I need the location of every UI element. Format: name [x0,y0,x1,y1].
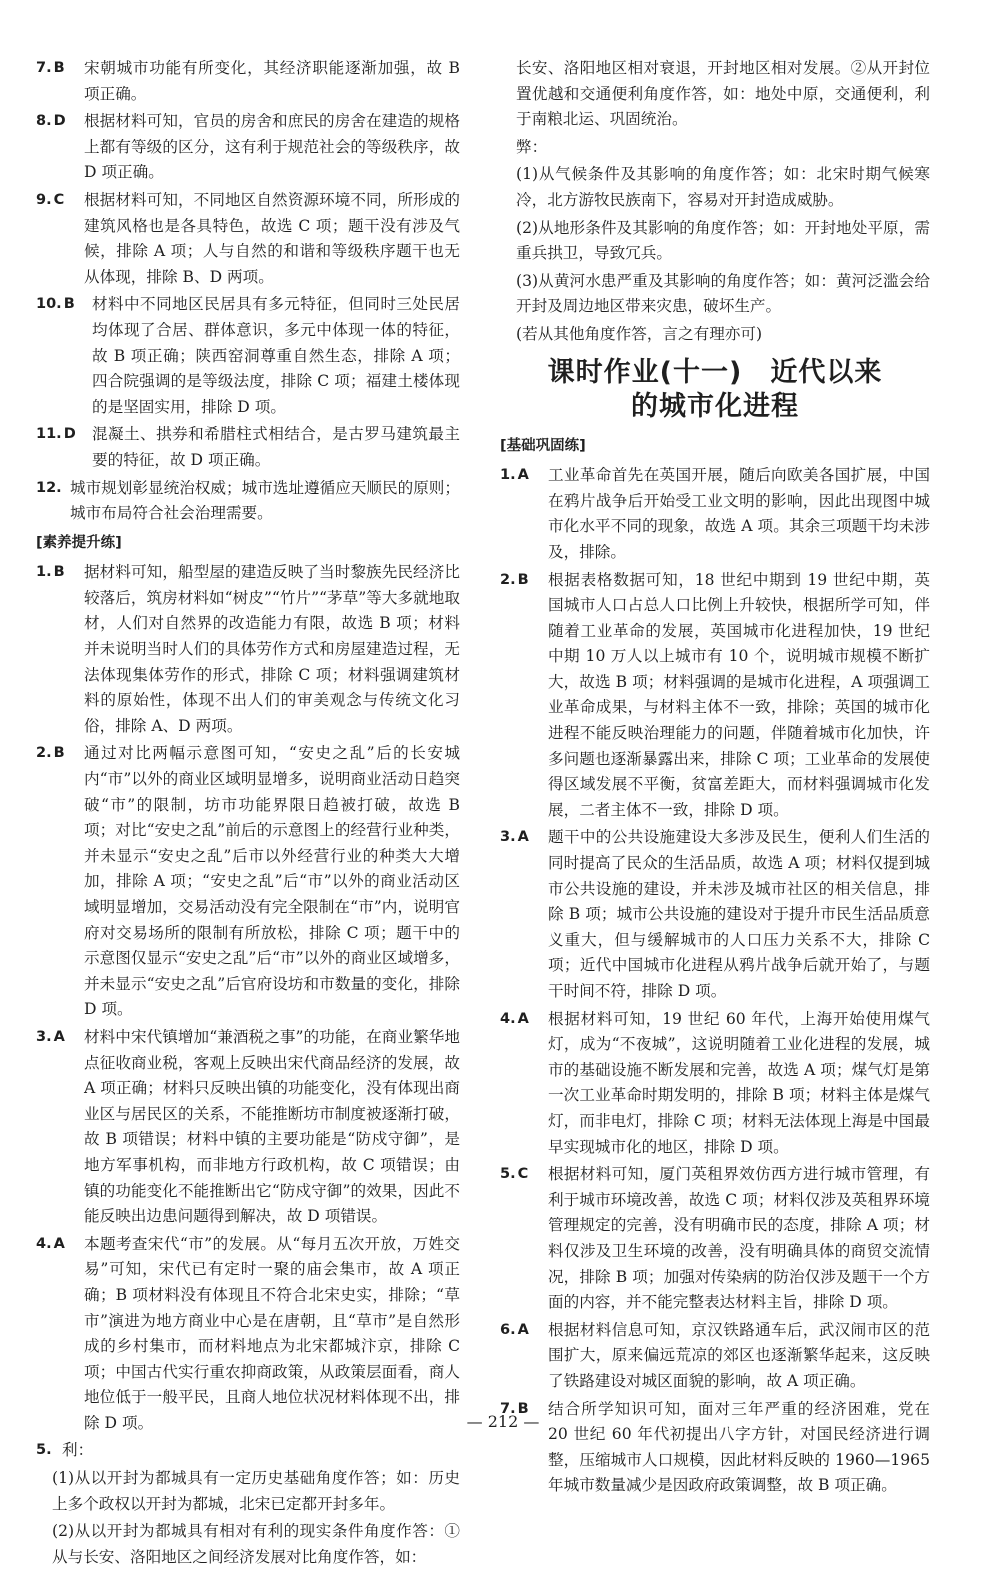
answer-item [36,560,460,739]
question-number: 7. [500,1400,516,1417]
answer-text: 通过对比两幅示意图可知，“安史之乱”后的长安城内“市”以外的商业区域明显增多，说明商业活动日趋突破“市”的限制，坊市功能界限日趋被打破，故选 B 项；对比“安史之乱”前后的示意图上的经营行业种类，并未显示“安史之乱”后市以外经营行业的种类大大增加，排除 A 项；“安史之乱”后“市”以外的商业活动区域明显增加，交易活动没有完全限制在“市”内，说明官府对交易场所的限制有所放松，排除 C 项；题干中的示意图仅显示“安史之乱”后“市”以外的商业区域增多，并未显示“安史之乱”后官府设坊和市数量的变化，排除 D 项。 [84,744,460,1019]
left-answer-list-a [36,56,460,527]
answer-letter: A [53,1235,65,1252]
answer-item [500,463,930,565]
answer-letter: A [517,829,529,846]
question-number: 1. [500,467,516,484]
answer-letter: B [63,296,75,313]
left-answer-list-b [36,560,460,1464]
answer-number [36,188,64,214]
question-number: 4. [36,1235,52,1252]
question-number: 3. [500,829,516,846]
answer-text: 根据材料可知，19 世纪 60 年代，上海开始使用煤气灯，成为“不夜城”，这说明随着工业化进程的发展，城市的基础设施不断发展和完善，故选 A 项；煤气灯是第一次工业革命时期发明的，排除 B 项；材料主体是煤气灯，而非电灯，排除 C 项；材料无法体现上海是中国最早实现城市化的地区，排除 D 项。 [548,1009,930,1156]
question-number: 2. [500,571,516,588]
answer-letter: B [53,564,65,581]
answer-number [500,1318,529,1344]
answer-letter: A [517,1010,529,1027]
answer-number [36,560,65,586]
answer-item [500,1318,930,1395]
answer-number [500,825,529,851]
question-number: 7. [36,60,52,76]
answer-number [36,1438,54,1464]
question-number: 1. [36,564,52,581]
answer-number [500,1007,529,1033]
answer-item [500,568,930,824]
question-number: 3. [36,1028,52,1045]
answer-letter: D [63,426,76,443]
question-number: 11. [36,426,62,443]
paragraph: (1)从以开封为都城具有一定历史基础角度作答；如：历史上多个政权以开封为都城，北宋已定都开封多年。 [52,1469,460,1513]
paragraph: (2)从以开封为都城具有相对有利的现实条件角度作答：①从与长安、洛阳地区之间经济发展对比角度作答，如： [52,1522,460,1566]
answer-letter: B [53,60,65,76]
answer-number [36,56,65,82]
answer-number [36,292,75,318]
answer-letter: A [517,1321,529,1338]
answer-letter: A [53,1028,65,1045]
answer-item [36,422,460,473]
paragraph: (2)从地形条件及其影响的角度作答；如：开封地处平原，需重兵拱卫，导致冗兵。 [516,218,930,263]
answer-item [36,1438,460,1464]
answer-letter: B [517,1400,529,1417]
answer-number [36,476,64,502]
paragraph: 长安、洛阳地区相对衰退，开封地区相对发展。②从开封位置优越和交通便利角度作答，如：地处中原，交通便利，利于南粮北运、巩固统治。 [516,59,930,129]
answer-letter: C [53,191,65,208]
chapter-title [500,356,930,424]
answer-letter: B [53,745,65,762]
question-number: 5. [36,1442,52,1459]
answer-letter: B [517,571,529,588]
question-number: 10. [36,296,62,313]
paragraph: (若从其他角度作答，言之有理亦可) [516,324,763,343]
section-heading-suyang: [素养提升练] [36,534,122,551]
answer-item [36,188,460,290]
answer-item [36,109,460,186]
answer-text: 混凝土、拱券和希腊柱式相结合，是古罗马建筑最主要的特征，故 D 项正确。 [92,425,460,469]
answer-item [36,1025,460,1230]
answer-letter: C [517,1166,529,1183]
answer-text: 根据材料可知，不同地区自然资源环境不同，所形成的建筑风格也是各具特色，故选 C 项；题干没有涉及气候，排除 A 项；人与自然的和谐和等级秩序题干也无从体现，排除 B、D 两项。 [84,190,460,286]
paragraph: (1)从气候条件及其影响的角度作答；如：北宋时期气候寒冷，北方游牧民族南下，容易对开封造成威胁。 [516,165,930,209]
chapter-title-line-1: 课时作业(十一) 近代以来 [547,356,883,388]
answer-text: 题干中的公共设施建设大多涉及民生，便利人们生活的同时提高了民众的生活品质，故选 A 项；材料仅提到城市公共设施的建设，并未涉及城市社区的相关信息，排除 B 项；城市公共设施的建设对于提升市民生活品质意义重大，但与缓解城市的人口压力关系不大，排除 C 项；近代中国城市化进程从鸦片战争后就开始了，与题干时间不符，排除 D 项。 [548,828,930,1000]
answer-text: 利： [62,1441,94,1460]
answer-item [36,741,460,1023]
answer-text: 根据材料可知，官员的房舍和庶民的房舍在建造的规格上都有等级的区分，这有利于规范社会的等级秩序，故 D 项正确。 [84,112,460,182]
paragraph: 弊： [516,137,548,156]
answer-text: 材料中不同地区民居具有多元特征，但同时三处民居均体现了合居、群体意识，多元中体现一体的特征，故 B 项正确；陕西窑洞尊重自然生态，排除 A 项；四合院强调的是等级法度，排除 C 项；福建土楼体现的是坚固实用，排除 D 项。 [92,295,460,416]
chapter-title-line-2: 的城市化进程 [631,390,799,422]
answer-text: 根据材料信息可知，京汉铁路通车后，武汉闹市区的范围扩大，原来偏远荒凉的郊区也逐渐繁华起来，这反映了铁路建设对城区面貌的影响，故 A 项正确。 [548,1320,930,1390]
question-number: 12. [36,479,62,496]
answer-text: 城市规划彰显统治权威；城市选址遵循应天顺民的原则；城市布局符合社会治理需要。 [70,478,460,523]
answer-item [500,825,930,1004]
left-column [36,56,460,1572]
question-number: 9. [36,191,52,208]
answer-item [36,476,460,527]
answer-item [500,1007,930,1161]
answer-text: 本题考查宋代“市”的发展。从“每月五次开放，万姓交易”可知，宋代已有定时一聚的庙会集市，故 A 项正确；B 项材料没有体现且不符合北宋史实，排除；“草市”演进为地方商业中心是在唐朝，且“草市”是自然形成的乡村集市，而材料地点为北宋都城汴京，排除 C 项；中国古代实行重农抑商政策，从政策层面看，商人地位低于一般平民，且商人地位状况材料体现不出，排除 D 项。 [84,1234,460,1432]
answer-letter: D [53,113,66,130]
answer-number [36,1232,65,1258]
answer-number [36,741,65,767]
answer-text: 根据材料可知，厦门英租界效仿西方进行城市管理，有利于城市环境改善，故选 C 项；材料仅涉及英租界环境管理规定的完善，没有明确市民的态度，排除 A 项；材料仅涉及卫生环境的改善，没有明确具体的商贸交流情况，排除 B 项；加强对传染病的防治仅涉及题干一个方面的内容，并不能完整表达材料主旨，排除 D 项。 [548,1165,930,1312]
answer-letter: A [517,467,529,484]
right-column [500,56,930,1501]
answer-text: 据材料可知，船型屋的建造反映了当时黎族先民经济比较落后，筑房材料如“树皮”“竹片”“茅草”等大多就地取材，人们对自然界的改造能力有限，故选 B 项；材料并未说明当时人们的具体劳作方式和房屋建造过程，无法体现集体劳作的形式，排除 C 项；材料强调建筑材料的原始性，体现不出人们的审美观念与传统文化习俗，排除 A、D 两项。 [84,563,460,735]
answer-number [500,568,529,594]
answer-number [36,422,76,448]
page-number: — 212 — [466,1412,540,1431]
answer-text: 根据表格数据可知，18 世纪中期到 19 世纪中期，英国城市人口占总人口比例上升较快，根据所学可知，伴随着工业革命的发展，英国城市化进程加快，19 世纪中期 10 万人以上城市有 10 个，说明城市规模不断扩大，故选 B 项；材料强调的是城市化进程，A 项强调工业革命成果，与材料主体不一致，排除；英国的城市化进程不能反映治理能力的问题，伴随着城市化加快，许多问题也逐渐暴露出来，排除 C 项；工业革命的发展使得区域发展不平衡，贫富差距大，而材料强调城市化发展，二者主体不一致，排除 D 项。 [548,570,930,819]
answer-item [36,1232,460,1437]
right-answer-list [500,463,930,1499]
answer-item [36,56,460,107]
question-number: 2. [36,745,52,762]
answer-item [500,1162,930,1316]
question-number: 5. [500,1166,516,1183]
answer-text: 结合所学知识可知，面对三年严重的经济困难，党在 20 世纪 60 年代初提出八字方针，对国民经济进行调整，压缩城市人口规模，因此材料反映的 1960—1965 年城市数量减少是因政府政策调整，故 B 项正确。 [548,1399,930,1495]
paragraph: (3)从黄河水患严重及其影响的角度作答；如：黄河泛滥会给开封及周边地区带来灾患，破坏生产。 [516,271,930,316]
answer-text: 工业革命首先在英国开展，随后向欧美各国扩展，中国在鸦片战争后开始受工业文明的影响，因此出现图中城市化水平不同的现象，故选 A 项。其余三项题干均未涉及，排除。 [548,466,930,561]
question-number: 6. [500,1321,516,1338]
answer-text: 材料中宋代镇增加“兼酒税之事”的功能，在商业繁华地点征收商业税，客观上反映出宋代商品经济的发展，故 A 项正确；材料只反映出镇的功能变化，没有体现出商业区与居民区的关系，不能推断坊市制度被逐渐打破，故 B 项错误；材料中镇的主要功能是“防戍守御”，是地方军事机构，而非地方行政机构，故 C 项错误；由镇的功能变化不能推断出它“防戍守御”的效果，因此不能反映出边患问题得到解决，故 D 项错误。 [84,1027,460,1226]
answer-number [500,463,529,489]
answer-number [36,1025,65,1051]
question-number: 4. [500,1010,516,1027]
question-number: 8. [36,113,52,130]
answer-number [500,1162,528,1188]
answer-number [36,109,66,135]
answer-item [36,292,460,420]
answer-text: 宋朝城市功能有所变化，其经济职能逐渐加强，故 B 项正确。 [84,59,460,103]
section-heading-jichu: [基础巩固练] [500,437,586,454]
